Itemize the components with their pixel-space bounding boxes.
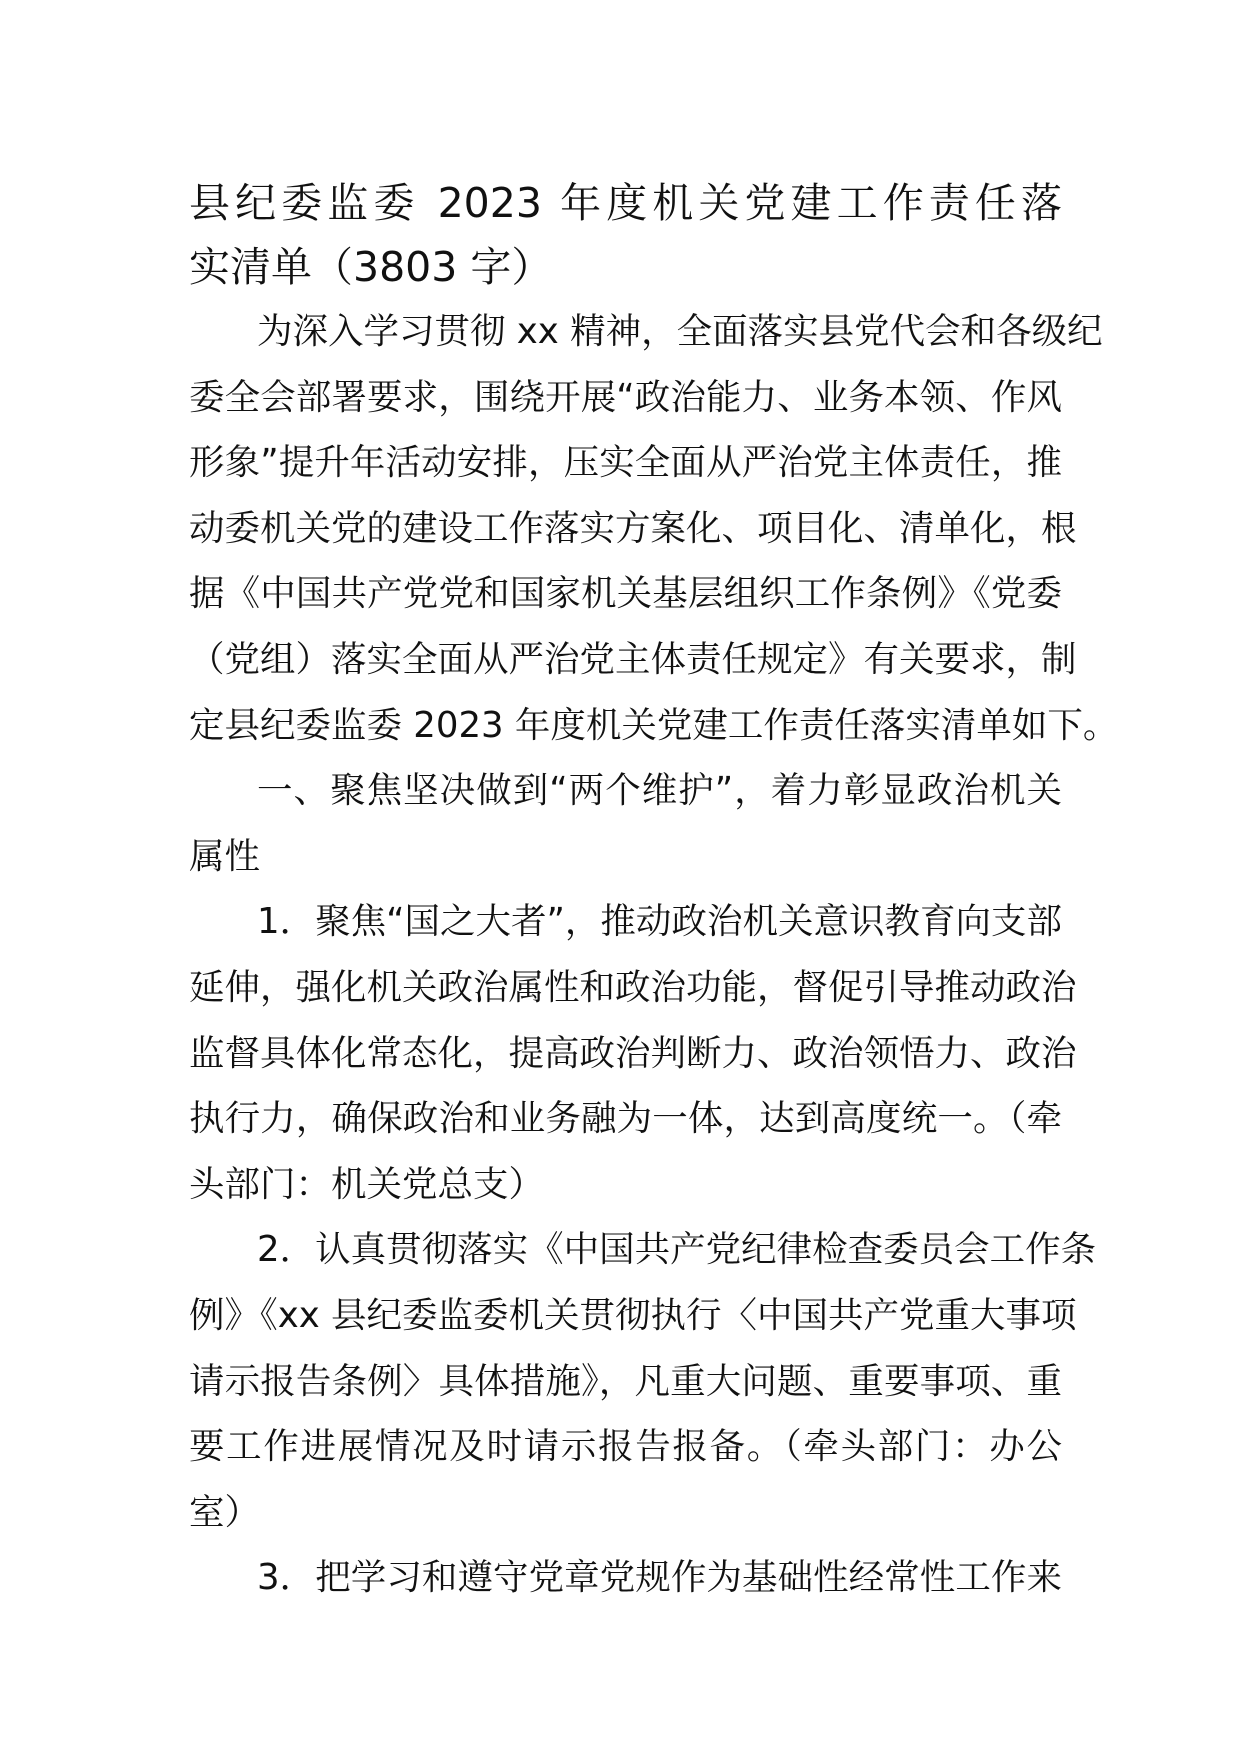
paragraph-line: 定县纪委监委 2023 年度机关党建工作责任落实清单如下。 bbox=[189, 704, 1119, 746]
paragraph bbox=[189, 299, 1119, 758]
paragraph bbox=[189, 1545, 1062, 1611]
paragraph-line: 1．聚焦“国之大者”，推动政治机关意识教育向支部 bbox=[257, 901, 1062, 943]
paragraph-line: 动委机关党的建设工作落实方案化、项目化、清单化，根 bbox=[189, 507, 1077, 549]
document-page bbox=[189, 171, 1119, 1611]
title-line: 县纪委监委 2023 年度机关党建工作责任落 bbox=[189, 179, 1062, 227]
paragraph bbox=[189, 889, 1077, 1217]
paragraph-line: 要工作进展情况及时请示报告报备。（牵头部门：办公 bbox=[189, 1426, 1062, 1468]
paragraph-line: 属性 bbox=[189, 835, 261, 877]
document-title bbox=[189, 171, 1062, 299]
paragraph-line: 执行力，确保政治和业务融为一体，达到高度统一。（牵 bbox=[189, 1098, 1062, 1140]
paragraph bbox=[189, 758, 1062, 889]
paragraph-line: 委全会部署要求，围绕开展“政治能力、业务本领、作风 bbox=[189, 376, 1062, 418]
paragraph-line: 据《中国共产党党和国家机关基层组织工作条例》《党委 bbox=[189, 573, 1062, 615]
paragraph-line: 延伸，强化机关政治属性和政治功能，督促引导推动政治 bbox=[189, 966, 1077, 1008]
paragraph-line: （党组）落实全面从严治党主体责任规定》有关要求，制 bbox=[189, 638, 1077, 680]
paragraph-line: 形象”提升年活动安排，压实全面从严治党主体责任，推 bbox=[189, 442, 1062, 484]
paragraph-line: 室） bbox=[189, 1491, 261, 1533]
paragraph bbox=[189, 1217, 1097, 1545]
paragraph-line: 为深入学习贯彻 xx 精神，全面落实县党代会和各级纪 bbox=[257, 311, 1103, 352]
paragraph-line: 3．把学习和遵守党章党规作为基础性经常性工作来 bbox=[257, 1557, 1062, 1599]
paragraph-line: 一、聚焦坚决做到“两个维护”，着力彰显政治机关 bbox=[257, 770, 1062, 812]
paragraph-line: 请示报告条例〉具体措施》，凡重大问题、重要事项、重 bbox=[189, 1360, 1062, 1402]
paragraph-line: 2．认真贯彻落实《中国共产党纪律检查委员会工作条 bbox=[257, 1229, 1097, 1271]
paragraph-line: 监督具体化常态化，提高政治判断力、政治领悟力、政治 bbox=[189, 1032, 1077, 1074]
document-body bbox=[189, 299, 1119, 1611]
paragraph-line: 例》《xx 县纪委监委机关贯彻执行〈中国共产党重大事项 bbox=[189, 1294, 1077, 1336]
title-line: 实清单（3803 字） bbox=[189, 243, 553, 291]
paragraph-line: 头部门：机关党总支） bbox=[189, 1163, 545, 1205]
